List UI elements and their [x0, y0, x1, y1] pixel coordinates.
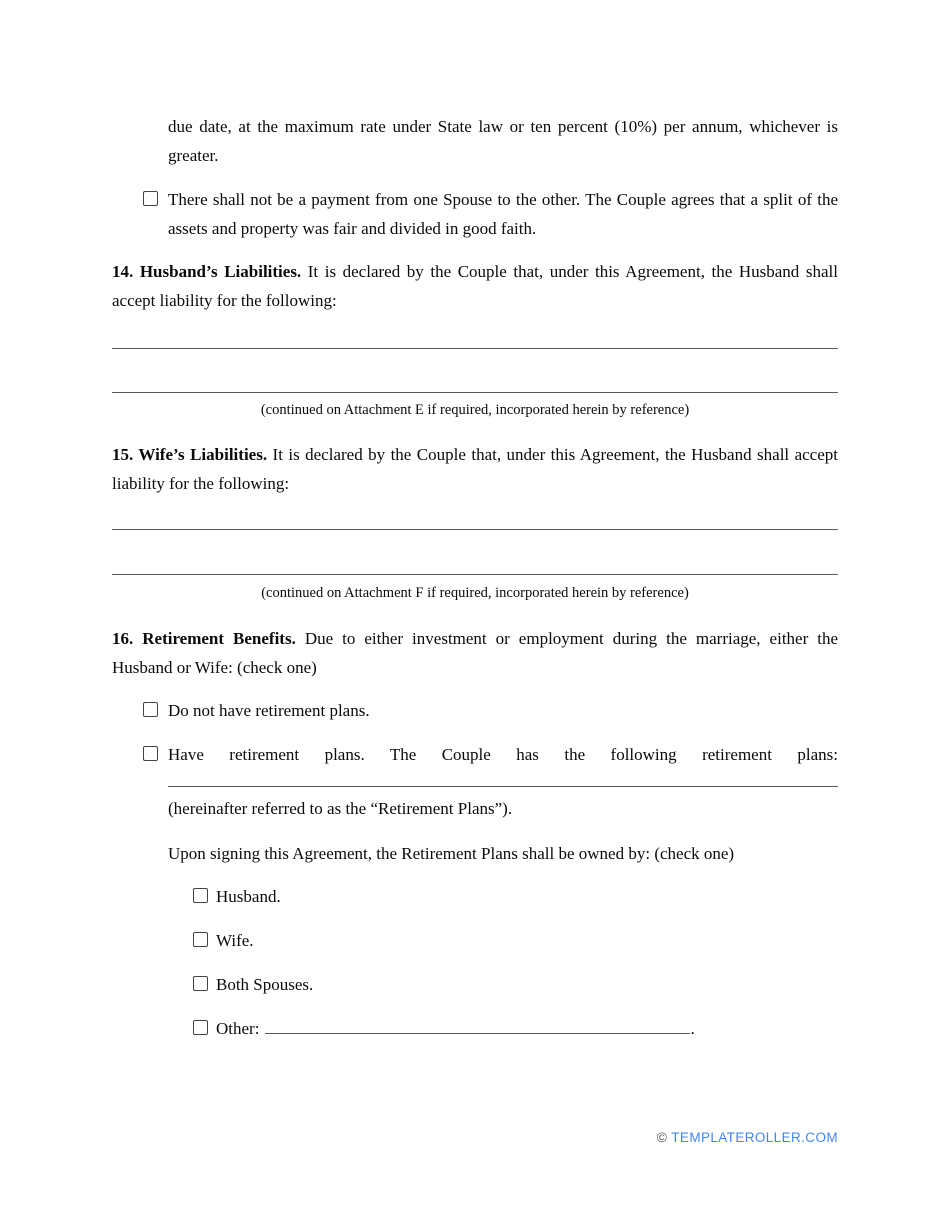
continuation-paragraph: due date, at the maximum rate under State law or ten percent (10%) per annum, whichever is greater. — [168, 117, 838, 165]
section-14-body: It is declared by the Couple that, under this Agreement, the Husband shall accept liability for the following: — [112, 262, 838, 310]
checkbox-item-owner-both-spouses — [193, 970, 838, 999]
have-retirement-plans-checkbox[interactable] — [143, 746, 158, 761]
retirement-plans-blank-line[interactable] — [168, 786, 838, 787]
no-payment-label: There shall not be a payment from one Spouse to the other. The Couple agrees that a split of the assets and property was fair and divided in good faith. — [168, 190, 838, 238]
owner-other-label: Other: — [216, 1019, 260, 1038]
husband-liabilities-blank-line-1[interactable] — [112, 348, 838, 349]
page-footer — [112, 1129, 838, 1147]
owner-husband-checkbox[interactable] — [193, 888, 208, 903]
wife-liabilities-blank-line-2[interactable] — [112, 574, 838, 575]
section-14-heading: 14. Husband’s Liabilities. — [112, 262, 302, 281]
section-14-paragraph — [112, 257, 838, 315]
checkbox-item-no-payment — [143, 185, 838, 243]
owner-husband-label: Husband. — [216, 887, 281, 906]
retirement-plans-suffix: (hereinafter referred to as the “Retirement Plans”). — [168, 799, 513, 818]
have-retirement-plans-label: Have retirement plans. The Couple has the following retirement plans: — [168, 745, 838, 764]
attachment-e-note: (continued on Attachment E if required, incorporated herein by reference) — [260, 402, 690, 418]
no-retirement-plans-checkbox[interactable] — [143, 702, 158, 717]
checkbox-item-owner-other — [193, 1014, 838, 1043]
owner-both-spouses-checkbox[interactable] — [193, 976, 208, 991]
ownership-prompt: Upon signing this Agreement, the Retirement Plans shall be owned by: (check one) — [168, 844, 735, 863]
attachment-f-note: (continued on Attachment F if required, incorporated herein by reference) — [261, 585, 689, 601]
section-15-paragraph — [112, 440, 838, 498]
checkbox-item-no-retirement-plans — [143, 696, 838, 725]
owner-wife-checkbox[interactable] — [193, 932, 208, 947]
owner-wife-label: Wife. — [216, 931, 254, 950]
husband-liabilities-blank-line-2[interactable] — [112, 392, 838, 393]
section-15-heading: 15. Wife’s Liabilities. — [112, 445, 268, 464]
no-retirement-plans-label: Do not have retirement plans. — [168, 701, 370, 720]
checkbox-item-owner-wife — [193, 926, 838, 955]
owner-other-period: . — [690, 1019, 695, 1038]
section-16-body: Due to either investment or employment during the marriage, either the Husband or Wife: (check one) — [112, 629, 839, 677]
checkbox-item-owner-husband — [193, 882, 838, 911]
copyright-icon: © — [656, 1130, 668, 1145]
section-16-heading: 16. Retirement Benefits. — [112, 629, 296, 648]
checkbox-item-have-retirement-plans — [143, 740, 838, 868]
templateroller-link[interactable]: TEMPLATEROLLER.COM — [671, 1130, 838, 1145]
owner-both-spouses-label: Both Spouses. — [216, 975, 314, 994]
wife-liabilities-blank-line-1[interactable] — [112, 529, 838, 530]
no-payment-checkbox[interactable] — [143, 191, 158, 206]
section-15-body: It is declared by the Couple that, under this Agreement, the Husband shall accept liability for the following: — [112, 445, 838, 493]
owner-other-blank-line[interactable] — [265, 1020, 690, 1034]
section-16-paragraph — [112, 624, 838, 682]
owner-other-checkbox[interactable] — [193, 1020, 208, 1035]
